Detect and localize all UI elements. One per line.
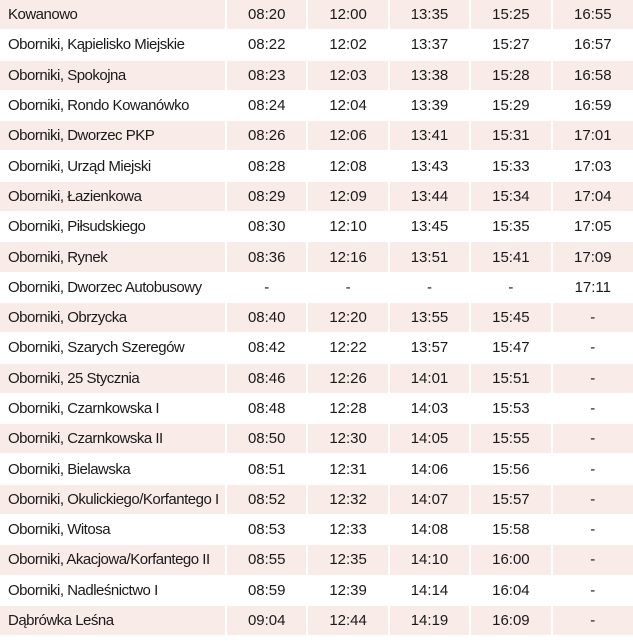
- departure-time: 08:42: [226, 333, 307, 363]
- departure-time: 15:57: [470, 484, 551, 514]
- departure-time: 13:43: [389, 151, 470, 181]
- departure-time: 12:20: [307, 302, 388, 332]
- departure-time: 15:33: [470, 151, 551, 181]
- stop-name: Oborniki, Rynek: [0, 242, 226, 272]
- departure-time: 17:03: [552, 151, 633, 181]
- departure-time: 15:35: [470, 212, 551, 242]
- departure-time: -: [552, 575, 633, 605]
- stop-name: Oborniki, Czarnkowska I: [0, 393, 226, 423]
- departure-time: 12:31: [307, 454, 388, 484]
- departure-time: -: [552, 302, 633, 332]
- departure-time: 15:45: [470, 302, 551, 332]
- departure-time: 17:04: [552, 181, 633, 211]
- departure-time: 14:01: [389, 363, 470, 393]
- departure-time: 12:39: [307, 575, 388, 605]
- departure-time: 14:14: [389, 575, 470, 605]
- departure-time: 08:52: [226, 484, 307, 514]
- departure-time: 12:26: [307, 363, 388, 393]
- departure-time: 17:05: [552, 212, 633, 242]
- departure-time: 08:53: [226, 515, 307, 545]
- departure-time: 08:26: [226, 121, 307, 151]
- table-row: [0, 363, 633, 393]
- departure-time: 15:47: [470, 333, 551, 363]
- departure-time: 13:57: [389, 333, 470, 363]
- table-row: [0, 393, 633, 423]
- departure-time: 12:09: [307, 181, 388, 211]
- departure-time: 12:35: [307, 545, 388, 575]
- departure-time: 12:06: [307, 121, 388, 151]
- departure-time: 17:01: [552, 121, 633, 151]
- stop-name: Oborniki, Urząd Miejski: [0, 151, 226, 181]
- departure-time: -: [552, 454, 633, 484]
- departure-time: 17:09: [552, 242, 633, 272]
- table-row: [0, 515, 633, 545]
- departure-time: -: [552, 545, 633, 575]
- stop-name: Oborniki, Rondo Kowanówko: [0, 90, 226, 120]
- stop-name: Dąbrówka Leśna: [0, 605, 226, 635]
- departure-time: 13:55: [389, 302, 470, 332]
- departure-time: 15:25: [470, 0, 551, 30]
- departure-time: 15:27: [470, 30, 551, 60]
- table-row: [0, 545, 633, 575]
- departure-time: -: [552, 605, 633, 635]
- departure-time: 15:29: [470, 90, 551, 120]
- departure-time: 14:10: [389, 545, 470, 575]
- departure-time: 15:28: [470, 60, 551, 90]
- departure-time: 15:55: [470, 424, 551, 454]
- departure-time: 16:59: [552, 90, 633, 120]
- table-row: [0, 212, 633, 242]
- stop-name: Oborniki, Piłsudskiego: [0, 212, 226, 242]
- departure-time: -: [552, 515, 633, 545]
- departure-time: 13:44: [389, 181, 470, 211]
- stop-name: Oborniki, Nadleśnictwo I: [0, 575, 226, 605]
- stop-name: Oborniki, Kąpielisko Miejskie: [0, 30, 226, 60]
- departure-time: 13:35: [389, 0, 470, 30]
- departure-time: 15:56: [470, 454, 551, 484]
- departure-time: 12:00: [307, 0, 388, 30]
- stop-name: Oborniki, 25 Stycznia: [0, 363, 226, 393]
- departure-time: -: [552, 363, 633, 393]
- departure-time: 08:46: [226, 363, 307, 393]
- table-row: [0, 484, 633, 514]
- departure-time: 17:11: [552, 272, 633, 302]
- table-row: [0, 90, 633, 120]
- table-row: [0, 424, 633, 454]
- stop-name: Oborniki, Szarych Szeregów: [0, 333, 226, 363]
- departure-time: 12:30: [307, 424, 388, 454]
- departure-time: 08:20: [226, 0, 307, 30]
- departure-time: -: [470, 272, 551, 302]
- departure-time: -: [552, 333, 633, 363]
- departure-time: 08:40: [226, 302, 307, 332]
- departure-time: 09:04: [226, 605, 307, 635]
- table-row: [0, 60, 633, 90]
- table-row: [0, 333, 633, 363]
- table-row: [0, 272, 633, 302]
- departure-time: 12:03: [307, 60, 388, 90]
- departure-time: 13:38: [389, 60, 470, 90]
- table-row: [0, 575, 633, 605]
- departure-time: 16:04: [470, 575, 551, 605]
- departure-time: -: [552, 424, 633, 454]
- table-row: [0, 302, 633, 332]
- departure-time: 08:30: [226, 212, 307, 242]
- table-row: [0, 605, 633, 635]
- stop-name: Oborniki, Spokojna: [0, 60, 226, 90]
- departure-time: 16:09: [470, 605, 551, 635]
- departure-time: 15:58: [470, 515, 551, 545]
- departure-time: 12:04: [307, 90, 388, 120]
- departure-time: 16:57: [552, 30, 633, 60]
- departure-time: 12:33: [307, 515, 388, 545]
- departure-time: 08:59: [226, 575, 307, 605]
- stop-name: Oborniki, Dworzec PKP: [0, 121, 226, 151]
- stop-name: Kowanowo: [0, 0, 226, 30]
- departure-time: 13:45: [389, 212, 470, 242]
- table-row: [0, 0, 633, 30]
- departure-time: 08:51: [226, 454, 307, 484]
- stop-name: Oborniki, Czarnkowska II: [0, 424, 226, 454]
- departure-time: 08:50: [226, 424, 307, 454]
- departure-time: 08:23: [226, 60, 307, 90]
- stop-name: Oborniki, Obrzycka: [0, 302, 226, 332]
- departure-time: 14:05: [389, 424, 470, 454]
- table-row: [0, 121, 633, 151]
- departure-time: 13:37: [389, 30, 470, 60]
- departure-time: 16:55: [552, 0, 633, 30]
- table-row: [0, 151, 633, 181]
- departure-time: 12:28: [307, 393, 388, 423]
- departure-time: 12:10: [307, 212, 388, 242]
- departure-time: 14:19: [389, 605, 470, 635]
- stop-name: Oborniki, Okulickiego/Korfantego I: [0, 484, 226, 514]
- departure-time: -: [552, 393, 633, 423]
- stop-name: Oborniki, Bielawska: [0, 454, 226, 484]
- departure-time: 14:08: [389, 515, 470, 545]
- departure-time: 13:51: [389, 242, 470, 272]
- departure-time: 16:58: [552, 60, 633, 90]
- departure-time: 16:00: [470, 545, 551, 575]
- departure-time: 12:08: [307, 151, 388, 181]
- departure-time: 14:07: [389, 484, 470, 514]
- departure-time: 15:53: [470, 393, 551, 423]
- table-row: [0, 454, 633, 484]
- stop-name: Oborniki, Witosa: [0, 515, 226, 545]
- departure-time: 08:29: [226, 181, 307, 211]
- departure-time: 12:16: [307, 242, 388, 272]
- departure-time: 15:41: [470, 242, 551, 272]
- departure-time: 15:31: [470, 121, 551, 151]
- stop-name: Oborniki, Akacjowa/Korfantego II: [0, 545, 226, 575]
- stop-name: Oborniki, Łazienkowa: [0, 181, 226, 211]
- departure-time: -: [552, 484, 633, 514]
- departure-time: 12:02: [307, 30, 388, 60]
- departure-time: -: [226, 272, 307, 302]
- departure-time: 14:06: [389, 454, 470, 484]
- departure-time: 08:22: [226, 30, 307, 60]
- departure-time: 08:28: [226, 151, 307, 181]
- departure-time: 14:03: [389, 393, 470, 423]
- departure-time: 08:36: [226, 242, 307, 272]
- departure-time: 08:24: [226, 90, 307, 120]
- departure-time: 13:41: [389, 121, 470, 151]
- departure-time: -: [389, 272, 470, 302]
- departure-time: 08:48: [226, 393, 307, 423]
- departure-time: 12:32: [307, 484, 388, 514]
- stop-name: Oborniki, Dworzec Autobusowy: [0, 272, 226, 302]
- departure-time: 15:34: [470, 181, 551, 211]
- table-row: [0, 30, 633, 60]
- departure-time: 12:22: [307, 333, 388, 363]
- table-row: [0, 242, 633, 272]
- departure-time: 13:39: [389, 90, 470, 120]
- departure-time: 15:51: [470, 363, 551, 393]
- departure-time: -: [307, 272, 388, 302]
- table-row: [0, 181, 633, 211]
- departure-time: 08:55: [226, 545, 307, 575]
- departure-time: 12:44: [307, 605, 388, 635]
